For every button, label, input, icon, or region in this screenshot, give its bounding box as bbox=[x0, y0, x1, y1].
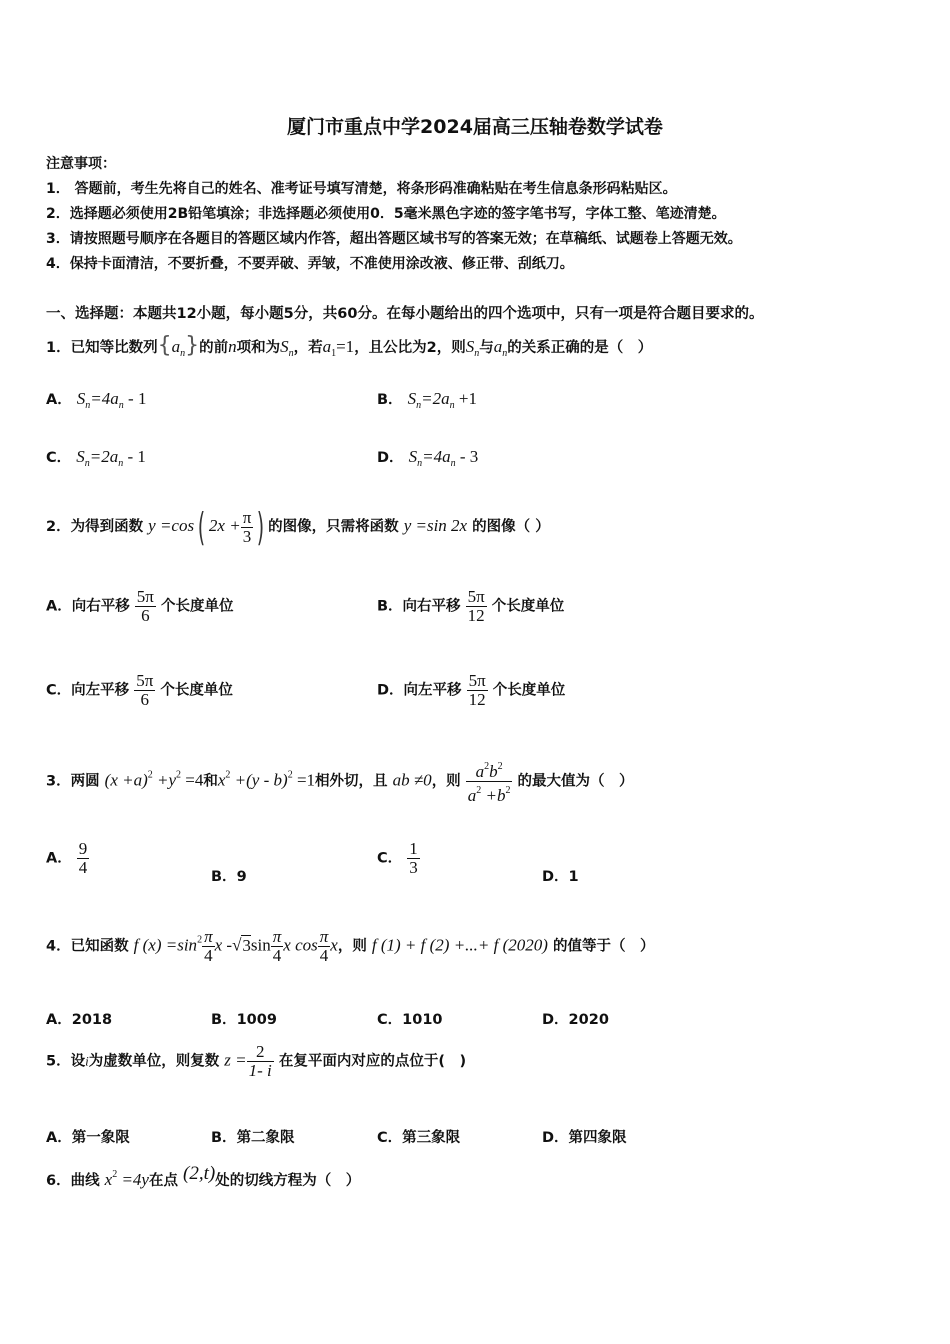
q2-option-b[interactable]: B．向右平移 $\frac{5\pi}{12}$ 个长度单位 bbox=[377, 587, 565, 625]
notes-header: 注意事项： bbox=[46, 156, 116, 172]
q5-option-d[interactable]: D．第四象限 bbox=[542, 1130, 627, 1146]
q3-option-a[interactable]: A． $\frac{9}{4}$ bbox=[46, 839, 88, 877]
question-6: 6．曲线 $x^2 =4y$在点 (2,t)处的切线方程为（ ） bbox=[46, 1163, 361, 1189]
q1-option-b[interactable]: B． $S_n=2a_n +1$ bbox=[377, 389, 477, 411]
q2-option-c[interactable]: C．向左平移 $\frac{5\pi}{6}$ 个长度单位 bbox=[46, 671, 233, 709]
q3-option-b[interactable]: B．9 bbox=[211, 869, 247, 885]
q1-option-c[interactable]: C． $S_n=2a_n - 1$ bbox=[46, 447, 146, 469]
question-3: 3．两圆 $(x +a)^2 +y^2 =4$和$x^2 +(y - b)^2 =1$相外切，且 ab ≠0，则 $\frac{a^2b^2}{a^2 +b^2}$ 的最大值为（ ） bbox=[46, 758, 634, 805]
q2-option-d[interactable]: D．向左平移 $\frac{5\pi}{12}$ 个长度单位 bbox=[377, 671, 566, 709]
question-5: 5．设i为虚数单位，则复数 z = $\frac{2}{1- i}$ 在复平面内对应的点位于( ) bbox=[46, 1042, 467, 1080]
q2-option-a[interactable]: A．向右平移 $\frac{5\pi}{6}$ 个长度单位 bbox=[46, 587, 234, 625]
question-4: 4．已知函数 f $(x) =\sin^2$ $\frac{\pi}{4}$ x -√3sin $\frac{\pi}{4}$ x cos $\frac{\pi}{4}$ x，则 f (1) + f (2) +...+ f (2020) 的值等于（ ） bbox=[46, 927, 655, 965]
note-item: 2．选择题必须使用2B铅笔填涂；非选择题必须使用0．5毫米黑色字迹的签字笔书写，字体工整、笔迹清楚。 bbox=[46, 206, 726, 222]
q3-option-c[interactable]: C． $\frac{1}{3}$ bbox=[377, 839, 418, 877]
q3-option-d[interactable]: D．1 bbox=[542, 869, 579, 885]
question-1: 1．已知等比数列$\{a_n\}$的前n项和为$S_n$，若$a_1=1$，且公比为2，则$S_n$与$a_n$的关系正确的是（ ） bbox=[46, 333, 653, 359]
q5-option-b[interactable]: B．第二象限 bbox=[211, 1130, 295, 1146]
brace-open: { bbox=[157, 333, 172, 358]
note-item: 1． 答题前，考生先将自己的姓名、准考证号填写清楚，将条形码准确粘贴在考生信息条形码粘贴区。 bbox=[46, 181, 677, 197]
question-2: 2．为得到函数 y =cos( 2x + $\frac{\pi}{3}$ ) 的图像，只需将函数 y =sin 2x 的图像（ ） bbox=[46, 505, 550, 549]
fraction: $\frac{5\pi}{6}$ bbox=[136, 587, 154, 625]
fraction: $\frac{5\pi}{6}$ bbox=[136, 671, 154, 709]
fraction: $\frac{a^2b^2}{a^2 +b^2}$ bbox=[467, 761, 511, 805]
fraction: $\frac{\pi}{4}$ bbox=[319, 927, 329, 965]
fraction: $\frac{\pi}{4}$ bbox=[272, 927, 282, 965]
fraction: $\frac{1}{3}$ bbox=[409, 839, 418, 877]
q1-text: 1．已知等比数列 bbox=[46, 340, 158, 356]
note-item: 3．请按照题号顺序在各题目的答题区域内作答，超出答题区域书写的答案无效；在草稿纸、试题卷上答题无效。 bbox=[46, 231, 742, 247]
fraction: $\frac{2}{1- i}$ bbox=[248, 1042, 272, 1080]
q4-option-b[interactable]: B．1009 bbox=[211, 1012, 277, 1028]
page-title: 厦门市重点中学2024届高三压轴卷数学试卷 bbox=[287, 116, 663, 138]
q1-option-d[interactable]: D． $S_n=4a_n - 3$ bbox=[377, 447, 479, 469]
q1-option-a[interactable]: A． $S_n=4a_n - 1$ bbox=[46, 389, 147, 411]
fraction: $\frac{9}{4}$ bbox=[78, 839, 88, 877]
q4-option-c[interactable]: C．1010 bbox=[377, 1012, 443, 1028]
fraction: $\frac{5\pi}{12}$ bbox=[467, 587, 485, 625]
note-item: 4．保持卡面清洁，不要折叠，不要弄破、弄皱，不准使用涂改液、修正带、刮纸刀。 bbox=[46, 256, 574, 272]
q5-option-c[interactable]: C．第三象限 bbox=[377, 1130, 461, 1146]
fraction: $\frac{\pi}{4}$ bbox=[204, 927, 213, 965]
section-heading: 一、选择题：本题共12小题，每小题5分，共60分。在每小题给出的四个选项中，只有一项是符合题目要求的。 bbox=[46, 306, 764, 322]
q4-option-d[interactable]: D．2020 bbox=[542, 1012, 609, 1028]
fraction: $\frac{5\pi}{12}$ bbox=[468, 671, 486, 709]
q5-option-a[interactable]: A．第一象限 bbox=[46, 1130, 130, 1146]
brace-close: } bbox=[185, 333, 200, 358]
q4-option-a[interactable]: A．2018 bbox=[46, 1012, 113, 1028]
fraction: $\frac{\pi}{3}$ bbox=[242, 507, 252, 546]
